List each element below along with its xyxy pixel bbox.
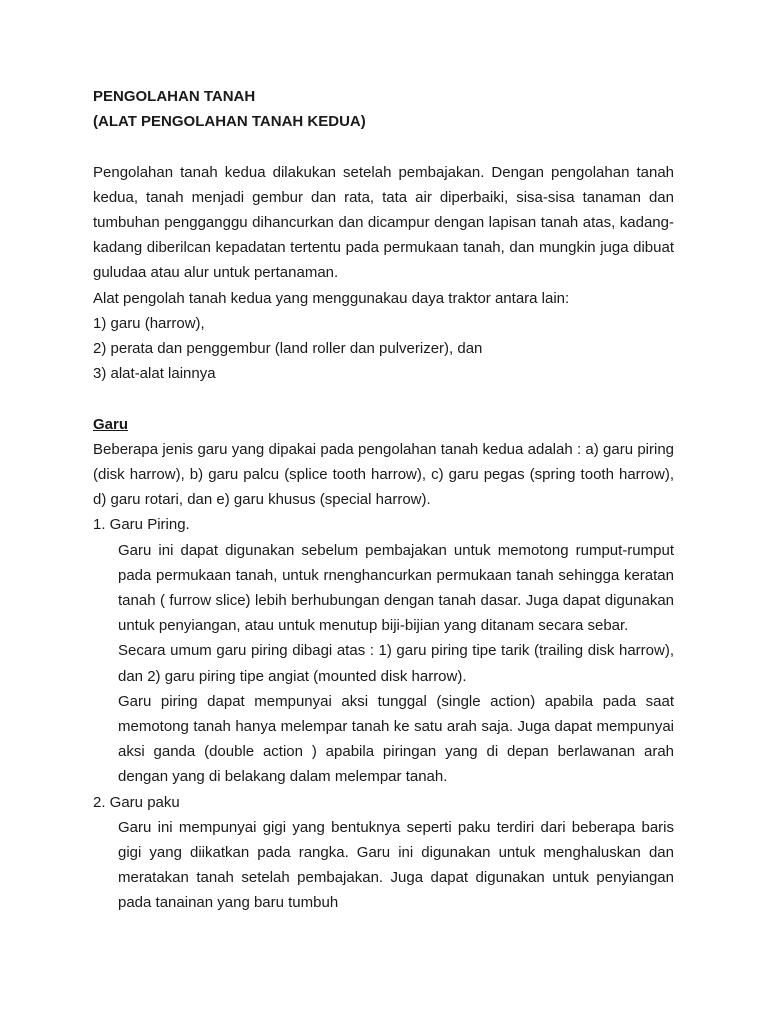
document-title-line-1: PENGOLAHAN TANAH — [93, 88, 256, 105]
garu-piring-paragraph-3: Garu piring dapat mempunyai aksi tunggal (single action) apabila pada saat memotong tanah hanya melempar tanah ke satu arah saja. Juga dapat mempunyai aksi ganda (double action ) apabila piringan yang di depan berlawanan arah dengan yang di belakang dalam melempar tanah. — [118, 692, 674, 786]
section-heading-garu: Garu — [93, 415, 129, 433]
tools-intro: Alat pengolah tanah kedua yang menggunakau daya traktor antara lain: — [93, 289, 570, 307]
garu-intro-paragraph: Beberapa jenis garu yang dipakai pada pengolahan tanah kedua adalah : a) garu piring (disk harrow), b) garu palcu (splice tooth harrow), c) garu pegas (spring tooth harrow), d) garu rotari, dan e) garu khusus (special harrow). — [93, 440, 674, 509]
garu-paku-paragraph-1: Garu ini mempunyai gigi yang bentuknya seperti paku terdiri dari beberapa baris gigi yang diikatkan pada rangka. Garu ini digunakan untuk menghaluskan dan meratakan tanah setelah pembajakan. Juga dapat digunakan untuk penyiangan pada tanainan yang baru tumbuh — [118, 818, 674, 912]
subsection-heading-garu-piring: 1. Garu Piring. — [93, 516, 190, 534]
tool-item-lainnya: 3) alat-alat lainnya — [93, 365, 216, 383]
intro-paragraph: Pengolahan tanah kedua dilakukan setelah pembajakan. Dengan pengolahan tanah kedua, tanah menjadi gembur dan rata, tata air diperbaiki, sisa-sisa tanaman dan tumbuhan pengganggu dihancurkan dan dicampur dengan lapisan tanah atas, kadang-kadang diberilcan kepadatan tertentu pada permukaan tanah, dan mungkin juga dibuat guludaa atau alur untuk pertanaman. — [93, 163, 674, 282]
garu-piring-paragraph-1: Garu ini dapat digunakan sebelum pembajakan untuk memotong rumput-rumput pada permukaan tanah, untuk rnenghancurkan permukaan tanah sehingga keratan tanah ( furrow slice) lebih berhubungan dengan tanah dasar. Juga dapat digunakan untuk penyiangan, atau untuk menutup biji-bijian yang ditanam secara sebar. — [118, 541, 674, 635]
tool-item-garu: 1) garu (harrow), — [93, 314, 205, 332]
spacer — [93, 134, 674, 159]
spacer — [93, 386, 674, 411]
document-title-line-2: (ALAT PENGOLAHAN TANAH KEDUA) — [93, 113, 366, 131]
subsection-heading-garu-paku: 2. Garu paku — [93, 793, 180, 811]
document-page — [93, 84, 674, 916]
tool-item-perata: 2) perata dan penggembur (land roller dan pulverizer), dan — [93, 340, 483, 358]
garu-piring-paragraph-2: Secara umum garu piring dibagi atas : 1) garu piring tipe tarik (trailing disk harrow), dan 2) garu piring tipe angiat (mounted disk harrow). — [118, 642, 674, 685]
